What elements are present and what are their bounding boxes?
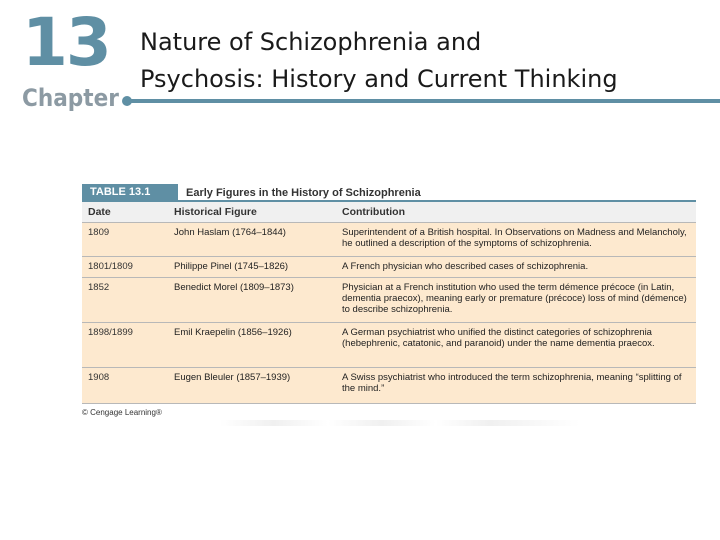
cell-contribution: A French physician who described cases of schizophrenia. [342, 261, 589, 272]
copyright-credit: © Cengage Learning® [82, 408, 162, 417]
cell-date: 1898/1899 [88, 327, 133, 338]
table-row [82, 323, 696, 368]
cell-figure: Benedict Morel (1809–1873) [174, 282, 294, 293]
cell-figure: Emil Kraepelin (1856–1926) [174, 327, 292, 338]
table-label: TABLE 13.1 [82, 184, 178, 200]
table-caption: Early Figures in the History of Schizophrenia [186, 187, 421, 199]
column-header-figure: Historical Figure [174, 206, 257, 218]
cell-contribution: A Swiss psychiatrist who introduced the term schizophrenia, meaning “splitting of the mind.” [342, 372, 682, 394]
chapter-label: Chapter [22, 84, 119, 112]
history-table [82, 184, 696, 404]
cell-figure: Eugen Bleuler (1857–1939) [174, 372, 291, 383]
column-header-contribution: Contribution [342, 206, 405, 218]
slide-title [140, 24, 618, 98]
chapter-number: 13 [22, 4, 110, 81]
table-column-headers [82, 202, 696, 223]
cell-contribution: Superintendent of a British hospital. In Observations on Madness and Melancholy, he outlined a description of the symptoms of schizophrenia. [342, 227, 687, 249]
faded-watermark [220, 420, 580, 426]
slide-title-line-2: Psychosis: History and Current Thinking [140, 65, 618, 93]
table-header-bar [82, 184, 696, 202]
cell-figure: Philippe Pinel (1745–1826) [174, 261, 289, 272]
table-row [82, 278, 696, 323]
slide-title-line-1: Nature of Schizophrenia and [140, 28, 482, 56]
table-row [82, 368, 696, 404]
column-header-date: Date [88, 206, 111, 218]
table-row [82, 257, 696, 278]
cell-date: 1908 [88, 372, 110, 383]
cell-contribution: Physician at a French institution who used the term démence précoce (in Latin, dementia praecox), meaning early or premature (précoce) loss of mind (démence) to describe schizophrenia. [342, 282, 687, 315]
cell-date: 1852 [88, 282, 110, 293]
cell-figure: John Haslam (1764–1844) [174, 227, 286, 238]
cell-date: 1809 [88, 227, 110, 238]
table-row [82, 223, 696, 257]
cell-date: 1801/1809 [88, 261, 133, 272]
cell-contribution: A German psychiatrist who unified the distinct categories of schizophrenia (hebephrenic, catatonic, and paranoid) under the name dementia praecox. [342, 327, 655, 349]
title-rule [130, 99, 720, 103]
